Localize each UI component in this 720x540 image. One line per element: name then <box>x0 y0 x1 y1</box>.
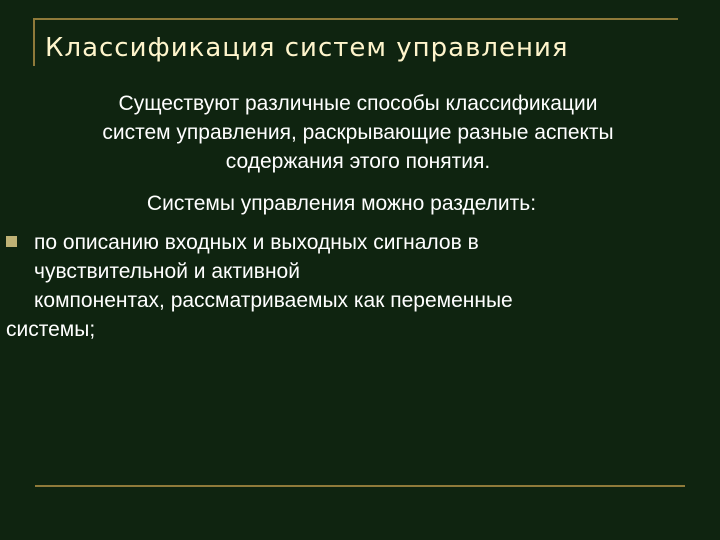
bullet-line-3: компонентах, рассматриваемых как переменные <box>34 289 513 312</box>
intro-paragraph <box>8 89 708 176</box>
top-divider <box>33 18 678 20</box>
bullet-line-2: чувствительной и активной <box>34 260 300 283</box>
intro-line-1: Существуют различные способы классификации <box>118 92 598 115</box>
intro-line-3: содержания этого понятия. <box>225 150 491 173</box>
slide-title: Классификация систем управления <box>45 33 569 63</box>
subheading: Системы управления можно разделить: <box>146 192 537 215</box>
bullet-line-1: по описанию входных и выходных сигналов в <box>34 231 479 254</box>
left-divider <box>33 18 35 66</box>
bullet-tail: системы; <box>6 318 96 341</box>
bottom-divider <box>35 485 685 487</box>
square-bullet-icon <box>6 236 17 247</box>
intro-line-2: систем управления, раскрывающие разные аспекты <box>102 121 614 144</box>
bullet-item <box>6 228 706 344</box>
